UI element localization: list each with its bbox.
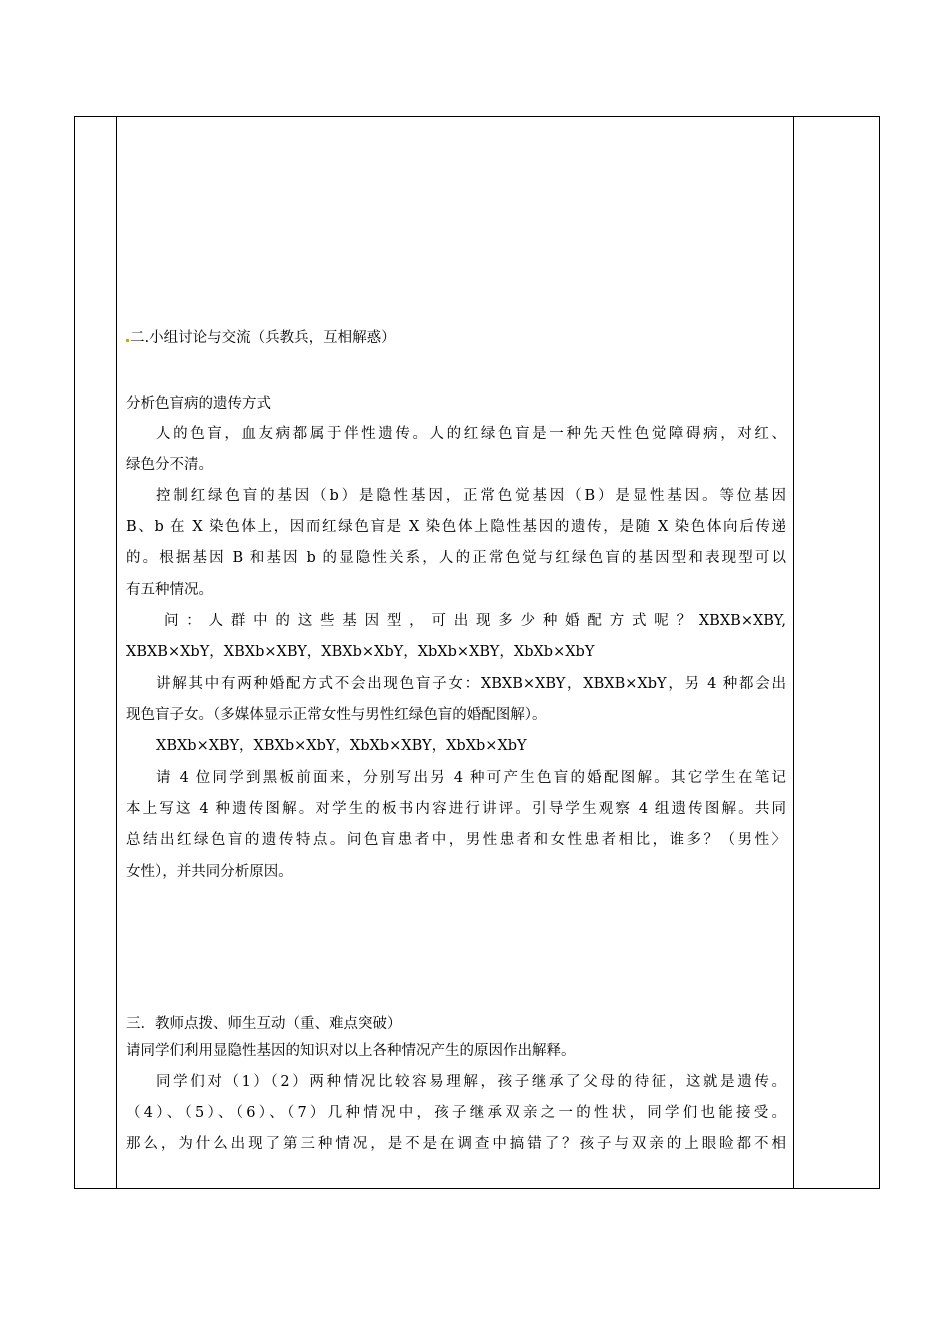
paragraph-line: 总结出红绿色盲的遗传特点。问色盲患者中，男性患者和女性患者相比，谁多？（男性〉 (126, 832, 786, 848)
teacher-heading: 三．教师点拨、师生互动（重、难点突破） (126, 1016, 402, 1032)
paragraph-line: 现色盲子女。（多媒体显示正常女性与男性红绿色盲的婚配图解）。 (126, 707, 547, 723)
paragraph-line: 同学们对（1）（2）两种情况比较容易理解，孩子继承了父母的待征，这就是遗传。 (156, 1074, 786, 1090)
right-column (793, 117, 879, 1188)
paragraph-line: 讲解其中有两种婚配方式不会出现色盲子女：XBXB×XBY，XBXB×XbY，另 4 种都会出 (156, 676, 786, 692)
paragraph-line: 的。根据基因 B 和基因 b 的显隐性关系，人的正常色觉与红绿色盲的基因型和表现型可以 (126, 550, 786, 566)
paragraph-line: （4）、（5）、（6）、（7）几种情况中，孩子继承双亲之一的性状，同学们也能接受。 (126, 1105, 786, 1121)
genotype-list: XBXb×XBY，XBXb×XbY，XbXb×XBY，XbXb×XbY (156, 738, 527, 754)
discussion-heading: 二.小组讨论与交流（兵教兵，互相解惑） (126, 328, 786, 348)
paragraph-line: 人的色盲，血友病都属于伴性遗传。人的红绿色盲是一种先天性色觉障碍病，对红、 (156, 426, 786, 442)
left-column (75, 117, 117, 1188)
content-cell (117, 117, 795, 1188)
genotype-list: XBXB×XbY，XBXb×XBY，XBXb×XbY，XbXb×XBY，XbXb×XbY (126, 644, 595, 660)
paragraph-line: 控制红绿色盲的基因（b）是隐性基因，正常色觉基因（B）是显性基因。等位基因 (156, 488, 786, 504)
paragraph-line: 本上写这 4 种遗传图解。对学生的板书内容进行讲评。引导学生观察 4 组遗传图解。共同 (126, 801, 786, 817)
paragraph-line: 女性），并共同分析原因。 (126, 864, 293, 880)
teacher-intro: 请同学们利用显隐性基因的知识对以上各种情况产生的原因作出解释。 (126, 1043, 576, 1059)
mark-icon (126, 339, 129, 342)
lesson-table (74, 116, 880, 1189)
paragraph-line: 有五种情况。 (126, 582, 213, 598)
question-line: 问：人群中的这些基因型，可出现多少种婚配方式呢？XBXB×XBY, (164, 613, 786, 629)
analysis-title: 分析色盲病的遗传方式 (126, 396, 271, 412)
paragraph-line: 请 4 位同学到黑板前面来，分别写出另 4 种可产生色盲的婚配图解。其它学生在笔记 (156, 770, 786, 786)
paragraph-line: B、b 在 X 染色体上，因而红绿色盲是 X 染色体上隐性基因的遗传，是随 X 染色体向后传递 (126, 519, 786, 535)
paragraph-line: 那么，为什么出现了第三种情况，是不是在调查中搞错了？孩子与双亲的上眼睑都不相 (126, 1136, 786, 1152)
paragraph-line: 绿色分不清。 (126, 457, 213, 473)
